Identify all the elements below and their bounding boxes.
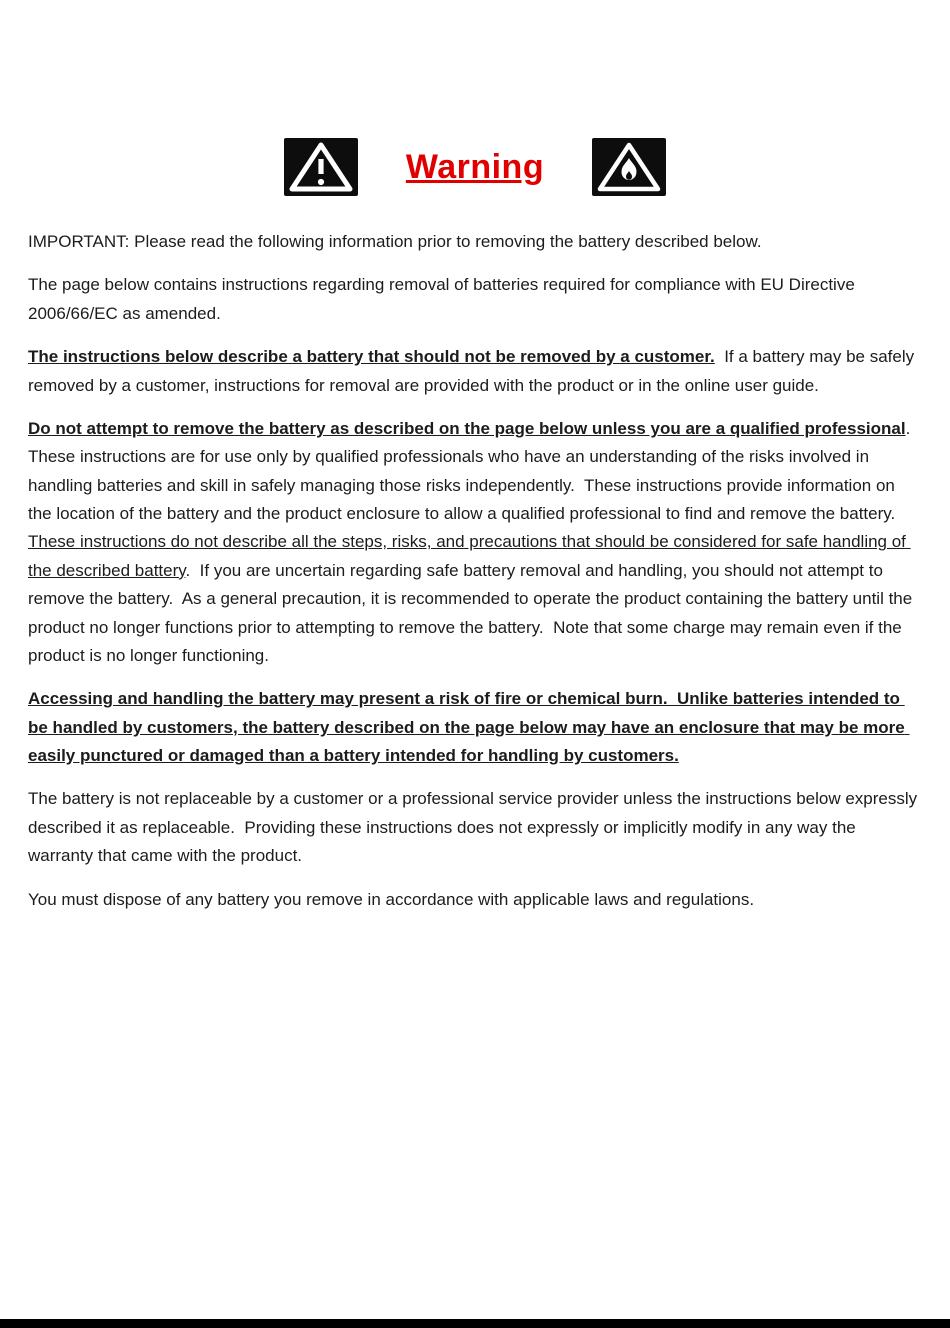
underline-text: These instructions do not describe all the steps, risks, and precautions that should be considered for safe handling of the described battery [28,532,911,580]
warning-header [0,0,950,196]
paragraph-fire-risk [28,685,922,770]
document-body [0,196,950,914]
body-text: . These instructions are for use only by qualified professionals who have an understanding of the risks involved in handling batteries and skill in safely managing those risks independently. These instructions provide information on the location of the battery and the product enclosure to allow a qualified professional to find and remove the battery. [28,418,920,523]
paragraph-important: IMPORTANT: Please read the following information prior to removing the battery described below. [28,232,762,251]
body-text: If a battery may be safely removed by a customer, instructions for removal are provided with the product or in the online user guide. [28,347,919,395]
page-title: Warning [405,147,545,186]
body-text: . If you are uncertain regarding safe battery removal and handling, you should not attempt to remove the battery. As a general precaution, it is recommended to operate the product containing the battery until the product no longer functions prior to attempting to remove the battery. Note that some charge may remain even if the product is no longer functioning. [28,560,917,665]
footer-bar [0,1319,950,1328]
bold-underline-text: The instructions below describe a battery that should not be removed by a customer. [28,347,715,367]
paragraph-not-removable [28,343,922,400]
warning-exclamation-triangle-icon [284,138,358,196]
paragraph-qualified-professional [28,415,922,670]
paragraph-disposal: You must dispose of any battery you remove in accordance with applicable laws and regulations. [28,889,755,909]
bold-underline-text: Accessing and handling the battery may present a risk of fire or chemical burn. Unlike batteries intended to be handled by customers, the battery described on the page below may have an enclosure that may be more easily punctured or damaged than a battery intended for handling by customers. [28,689,910,765]
warning-flammable-triangle-icon [592,138,666,196]
bold-underline-text: Do not attempt to remove the battery as described on the page below unless you are a qualified professional [28,418,906,438]
paragraph-warranty: The battery is not replaceable by a customer or a professional service provider unless the instructions below expressly described it as replaceable. Providing these instructions does not expressly or implicitly modify in any way the warranty that came with the product. [28,789,922,866]
paragraph-compliance: The page below contains instructions regarding removal of batteries required for compliance with EU Directive 2006/66/EC as amended. [28,275,860,323]
